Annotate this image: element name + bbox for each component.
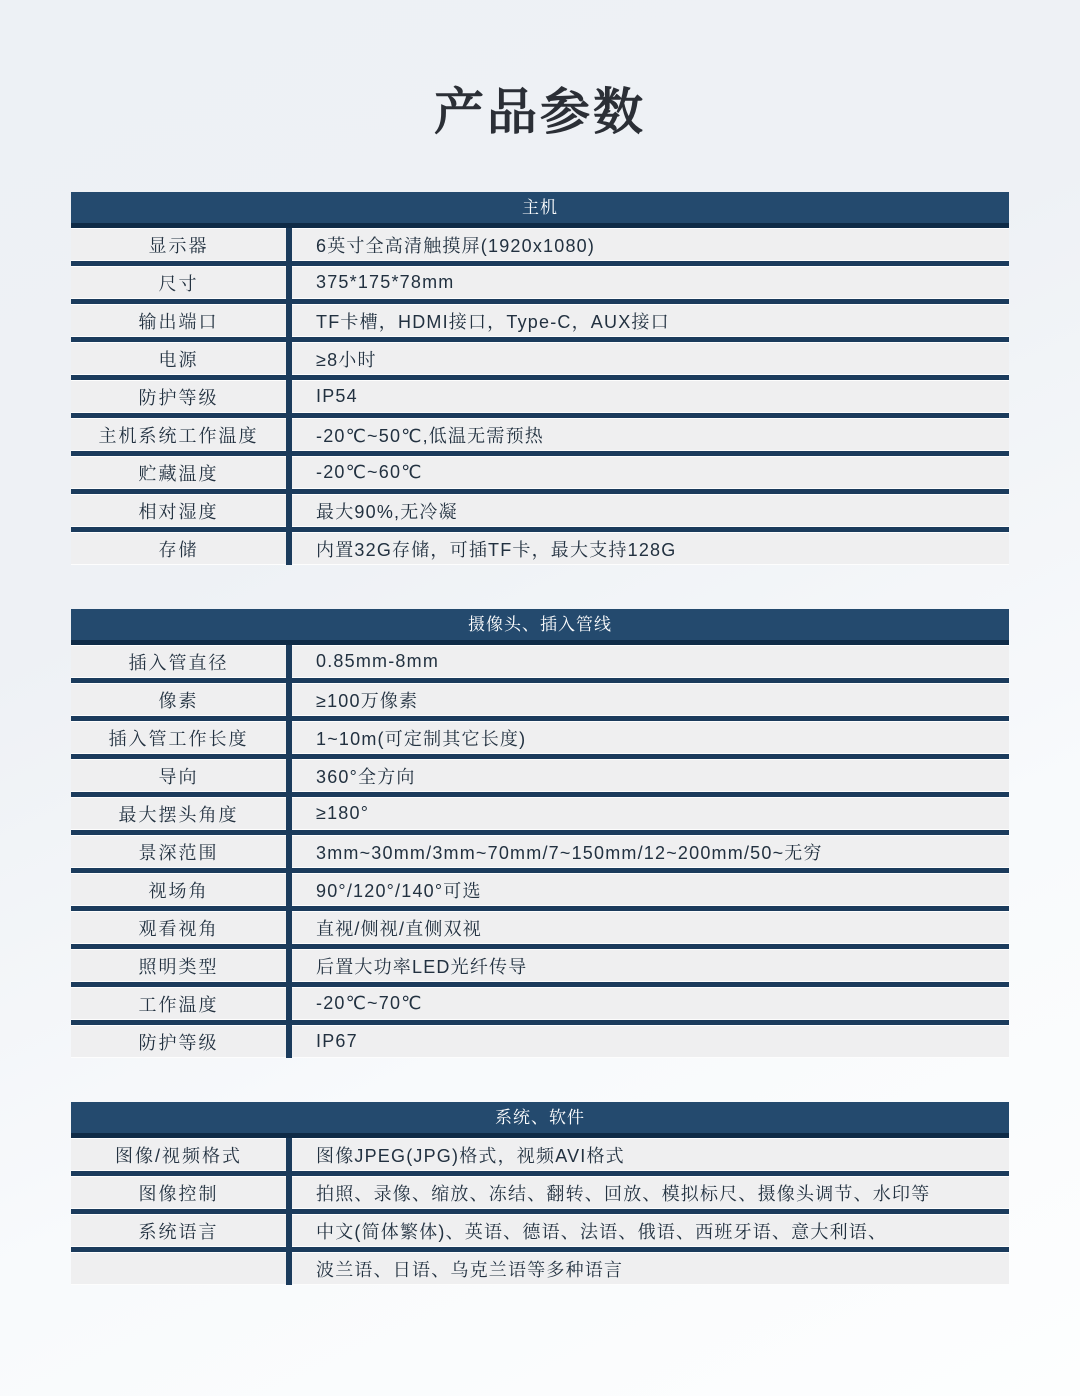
spec-row-label: 显示器 [148,235,209,256]
spec-row [71,1252,1009,1285]
spec-row [71,1176,1009,1214]
spec-row [71,494,1009,532]
spec-row-value: 后置大功率LED光纤传导 [286,949,1009,982]
spec-row-label: 插入管工作长度 [108,728,249,749]
spec-row-label: 防护等级 [138,1032,219,1053]
spec-row-label: 视场角 [148,880,209,901]
spec-row-value: 拍照、录像、缩放、冻结、翻转、回放、模拟标尺、摄像头调节、水印等 [286,1176,1009,1209]
spec-row [71,1214,1009,1252]
spec-row-label: 尺寸 [158,273,199,294]
spec-row [71,645,1009,683]
spec-row-value: 直视/侧视/直侧双视 [286,911,1009,944]
spec-row-value: 90°/120°/140°可选 [286,873,1009,906]
spec-row [71,835,1009,873]
spec-row-label: 存储 [158,539,199,560]
spec-row-value: 1~10m(可定制其它长度) [286,721,1009,754]
spec-row-value: 中文(简体繁体)、英语、德语、法语、俄语、西班牙语、意大利语、 [286,1214,1009,1247]
spec-row [71,721,1009,759]
spec-row-value: 0.85mm-8mm [286,645,1009,678]
spec-row-label [71,1252,286,1285]
spec-row [71,911,1009,949]
spec-row-value: ≥100万像素 [286,683,1009,716]
spec-row-value: -20℃~70℃ [286,987,1009,1020]
spec-row-label: 最大摆头角度 [118,804,239,825]
spec-row [71,304,1009,342]
spec-row [71,683,1009,721]
spec-row [71,759,1009,797]
spec-row-value: 波兰语、日语、乌克兰语等多种语言 [286,1252,1009,1285]
spec-row [71,987,1009,1025]
spec-table-system-software [71,1102,1009,1285]
table-header: 系统、软件 [71,1102,1009,1138]
spec-row-value: ≥8小时 [286,342,1009,375]
spec-row-label: 景深范围 [138,842,219,863]
spec-row-label: 图像/视频格式 [114,1145,242,1166]
spec-row [71,532,1009,565]
spec-table-camera-tube [71,609,1009,1058]
spec-row-label: 工作温度 [138,994,219,1015]
spec-row [71,342,1009,380]
table-header: 摄像头、插入管线 [71,609,1009,645]
spec-row [71,1138,1009,1176]
spec-row-label: 图像控制 [138,1183,219,1204]
spec-row-value: 内置32G存储，可插TF卡，最大支持128G [286,532,1009,565]
spec-row-label: 像素 [158,690,199,711]
spec-row-label: 贮藏温度 [138,463,219,484]
spec-row-value: IP67 [286,1025,1009,1058]
spec-row-value: 图像JPEG(JPG)格式，视频AVI格式 [286,1138,1009,1171]
spec-row-label: 相对湿度 [138,501,219,522]
spec-row [71,380,1009,418]
spec-row [71,949,1009,987]
spec-row-label: 观看视角 [138,918,219,939]
spec-row-value: 6英寸全高清触摸屏(1920x1080) [286,228,1009,261]
spec-row-value: -20℃~60℃ [286,456,1009,489]
spec-table-main-unit [71,192,1009,565]
spec-row-label: 电源 [158,349,199,370]
spec-row [71,266,1009,304]
spec-row [71,797,1009,835]
spec-row-value: -20℃~50℃,低温无需预热 [286,418,1009,451]
spec-row-label: 系统语言 [138,1221,219,1242]
spec-row [71,873,1009,911]
spec-row-value: 375*175*78mm [286,266,1009,299]
spec-row-label: 主机系统工作温度 [98,425,259,446]
spec-row-value: TF卡槽，HDMI接口，Type-C，AUX接口 [286,304,1009,337]
spec-row [71,456,1009,494]
table-header: 主机 [71,192,1009,228]
spec-row-value: 360°全方向 [286,759,1009,792]
spec-row-label: 防护等级 [138,387,219,408]
page-title: 产品参数 [434,84,646,140]
spec-row-value: 最大90%,无冷凝 [286,494,1009,527]
spec-row-label: 导向 [158,766,199,787]
spec-row-value: 3mm~30mm/3mm~70mm/7~150mm/12~200mm/50~无穷 [286,835,1009,868]
spec-row-label: 插入管直径 [128,652,229,673]
spec-row-value: IP54 [286,380,1009,413]
spec-row-label: 照明类型 [138,956,219,977]
spec-row [71,418,1009,456]
spec-row [71,228,1009,266]
spec-row [71,1025,1009,1058]
spec-row-label: 输出端口 [138,311,219,332]
spec-row-value: ≥180° [286,797,1009,830]
